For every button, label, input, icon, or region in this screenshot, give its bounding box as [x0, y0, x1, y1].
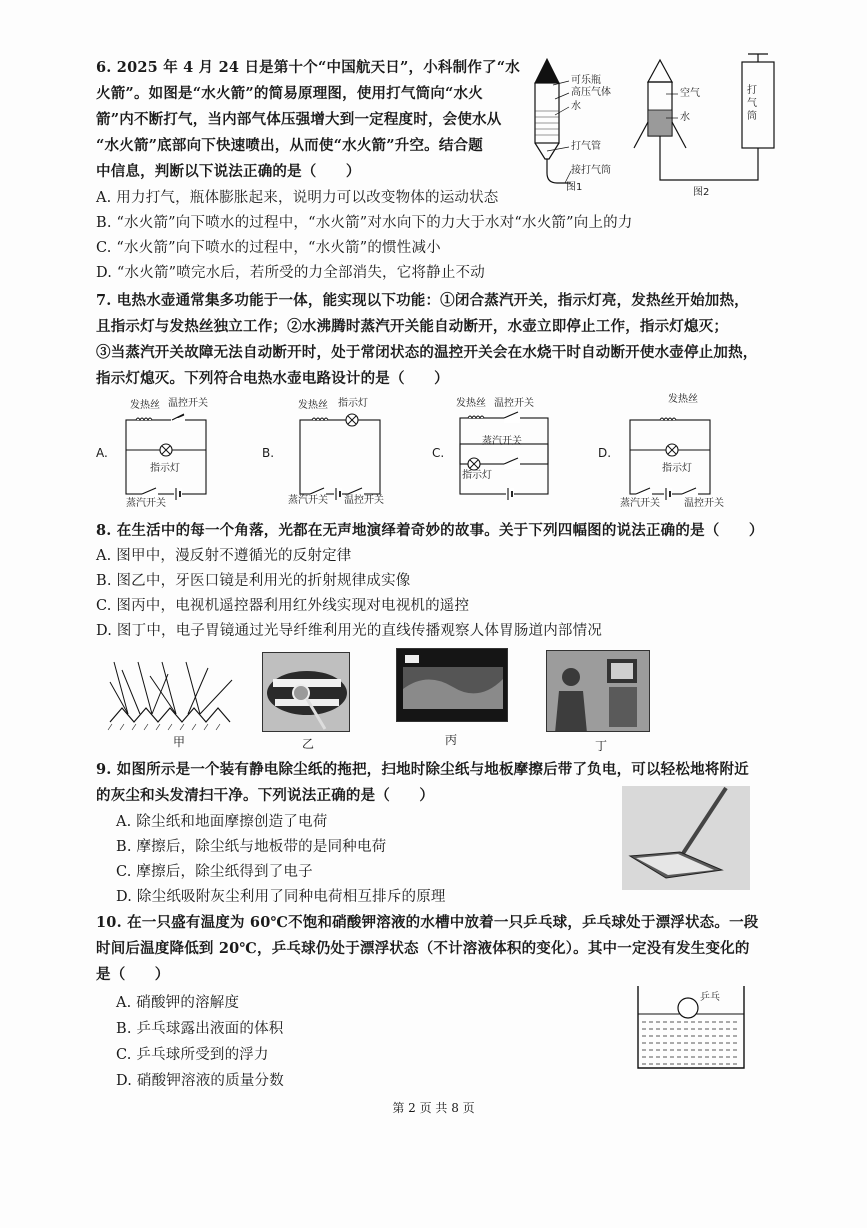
diffuse-reflection-diagram: [108, 660, 238, 730]
endoscope-photo: [546, 650, 650, 732]
q8-caption-yi: 乙: [302, 737, 315, 751]
fig1-label-gas: 高压气体: [571, 87, 611, 98]
q8-option-c: C. 图丙中，电视机遥控器利用红外线实现对电视机的遥控: [96, 598, 470, 614]
fig1-label-tube: 打气管: [571, 141, 601, 152]
circuit-d-label-lamp: 指示灯: [662, 463, 692, 474]
circuit-b-label-heater: 发热丝: [298, 400, 328, 411]
q10-line-1: 10. 在一只盛有温度为 60℃不饱和硝酸钾溶液的水槽中放着一只乒乓球，乒乓球处于漂浮状态。一段: [96, 914, 759, 931]
q8-question: 8. 在生活中的每一个角落，光都在无声地演绎着奇妙的故事。关于下列四幅图的说法正确的是（ ）: [96, 522, 764, 539]
fig2-label-air: 空气: [680, 88, 700, 99]
q6-option-c: C. “水火箭”向下喷水的过程中，“水火箭”的惯性减小: [96, 240, 441, 256]
q8-caption-jia: 甲: [173, 735, 186, 749]
q7-line-1: 7. 电热水壶通常集多功能于一体，能实现以下功能：①闭合蒸汽开关，指示灯亮，发热丝开始加热，: [96, 292, 749, 309]
circuit-d-label-thermo: 温控开关: [684, 498, 724, 509]
q7-line-4: 指示灯熄灭。下列符合电热水壶电路设计的是（ ）: [96, 370, 449, 387]
q10-option-b: B. 乒乓球露出液面的体积: [116, 1021, 284, 1037]
circuit-c-label-lamp: 指示灯: [462, 470, 492, 481]
q7-line-2: 且指示灯与发热丝独立工作；②水沸腾时蒸汽开关能自动断开，水壶立即停止工作，指示灯熄灭；: [96, 318, 729, 335]
circuit-d-label-steam: 蒸汽开关: [620, 498, 660, 509]
water-rocket-pump-diagram: [630, 52, 790, 192]
circuit-a-diagram: [122, 412, 212, 497]
q10-option-a: A. 硝酸钾的溶解度: [116, 995, 240, 1011]
circuit-b-label-steam: 蒸汽开关: [288, 495, 328, 506]
q9-option-c: C. 摩擦后，除尘纸得到了电子: [116, 864, 313, 880]
q8-option-d: D. 图丁中，电子胃镜通过光导纤维利用光的直线传播观察人体胃肠道内部情况: [96, 623, 603, 639]
circuit-b-letter: B.: [262, 446, 275, 460]
electrostatic-mop-photo: [622, 786, 750, 890]
q10-line-2: 时间后温度降低到 20℃，乒乓球仍处于漂浮状态（不计溶液体积的变化）。其中一定没有发生变化的: [96, 940, 750, 957]
fig1-label-bottle: 可乐瓶: [571, 75, 601, 86]
fig1-caption: 图1: [566, 182, 583, 193]
q6-line-4: “水火箭”底部向下快速喷出，从而使“水火箭”升空。结合题: [96, 137, 483, 154]
fig1-label-pump: 接打气筒: [571, 165, 611, 176]
circuit-a-label-heater: 发热丝: [130, 400, 160, 411]
circuit-d-letter: D.: [598, 446, 612, 460]
q9-line-2: 的灰尘和头发清扫干净。下列说法正确的是（ ）: [96, 787, 435, 804]
q7-line-3: ③当蒸汽开关故障无法自动断开时，处于常闭状态的温控开关会在水烧干时自动断开使水壶停止加热，: [96, 344, 758, 361]
page-footer: 第 2 页 共 8 页: [392, 1101, 475, 1115]
tv-remote-photo: [396, 648, 508, 722]
q6-line-1: 6. 2025 年 4 月 24 日是第十个“中国航天日”，小科制作了“水: [96, 59, 520, 76]
q9-line-1: 9. 如图所示是一个装有静电除尘纸的拖把，扫地时除尘纸与地板摩擦后带了负电，可以轻松地将附近: [96, 761, 749, 778]
dentist-mirror-photo: [262, 652, 350, 732]
q10-label-pingpong: 乒乓: [700, 992, 720, 1003]
q6-line-5: 中信息，判断以下说法正确的是（ ）: [96, 163, 361, 180]
circuit-c-label-heater: 发热丝: [456, 398, 486, 409]
q9-option-d: D. 除尘纸吸附灰尘利用了同种电荷相互排斥的原理: [116, 889, 446, 905]
circuit-a-letter: A.: [96, 446, 108, 460]
circuit-c-label-thermo: 温控开关: [494, 398, 534, 409]
q6-option-d: D. “水火箭”喷完水后，若所受的力全部消失，它将静止不动: [96, 265, 485, 281]
q8-caption-bing: 丙: [445, 733, 458, 747]
circuit-b-label-lamp: 指示灯: [338, 398, 368, 409]
q6-option-a: A. 用力打气，瓶体膨胀起来，说明力可以改变物体的运动状态: [96, 190, 499, 206]
circuit-c-label-steam: 蒸汽开关: [482, 436, 522, 447]
q8-option-b: B. 图乙中，牙医口镜是利用光的折射规律成实像: [96, 573, 411, 589]
q6-option-b: B. “水火箭”向下喷水的过程中，“水火箭”对水向下的力大于水对“水火箭”向上的力: [96, 215, 633, 231]
fig2-label-pump: 打气筒: [747, 85, 757, 122]
circuit-d-label-heater: 发热丝: [668, 394, 698, 405]
q6-line-3: 箭”内不断打气，当内部气体压强增大到一定程度时，会使水从: [96, 111, 502, 128]
fig2-label-water: 水: [680, 112, 690, 123]
q9-option-b: B. 摩擦后，除尘纸与地板带的是同种电荷: [116, 839, 387, 855]
q9-option-a: A. 除尘纸和地面摩擦创造了电荷: [116, 814, 328, 830]
circuit-d-diagram: [626, 412, 716, 497]
water-tank-ping-pong-diagram: [636, 984, 748, 1070]
circuit-b-label-thermo: 温控开关: [344, 495, 384, 506]
fig1-label-water: 水: [571, 101, 581, 112]
q10-option-c: C. 乒乓球所受到的浮力: [116, 1047, 269, 1063]
q10-line-3: 是（ ）: [96, 966, 170, 983]
q8-option-a: A. 图甲中，漫反射不遵循光的反射定律: [96, 548, 352, 564]
circuit-c-letter: C.: [432, 446, 445, 460]
circuit-b-diagram: [296, 412, 386, 497]
q6-line-2: 火箭”。如图是“水火箭”的简易原理图，使用打气筒向“水火: [96, 85, 483, 102]
circuit-c-diagram: [456, 408, 556, 498]
q10-option-d: D. 硝酸钾溶液的质量分数: [116, 1073, 284, 1089]
circuit-a-label-thermo: 温控开关: [168, 398, 208, 409]
circuit-a-label-steam: 蒸汽开关: [126, 498, 166, 509]
circuit-a-label-lamp: 指示灯: [150, 463, 180, 474]
q8-caption-ding: 丁: [595, 739, 608, 753]
fig2-caption: 图2: [693, 187, 710, 198]
